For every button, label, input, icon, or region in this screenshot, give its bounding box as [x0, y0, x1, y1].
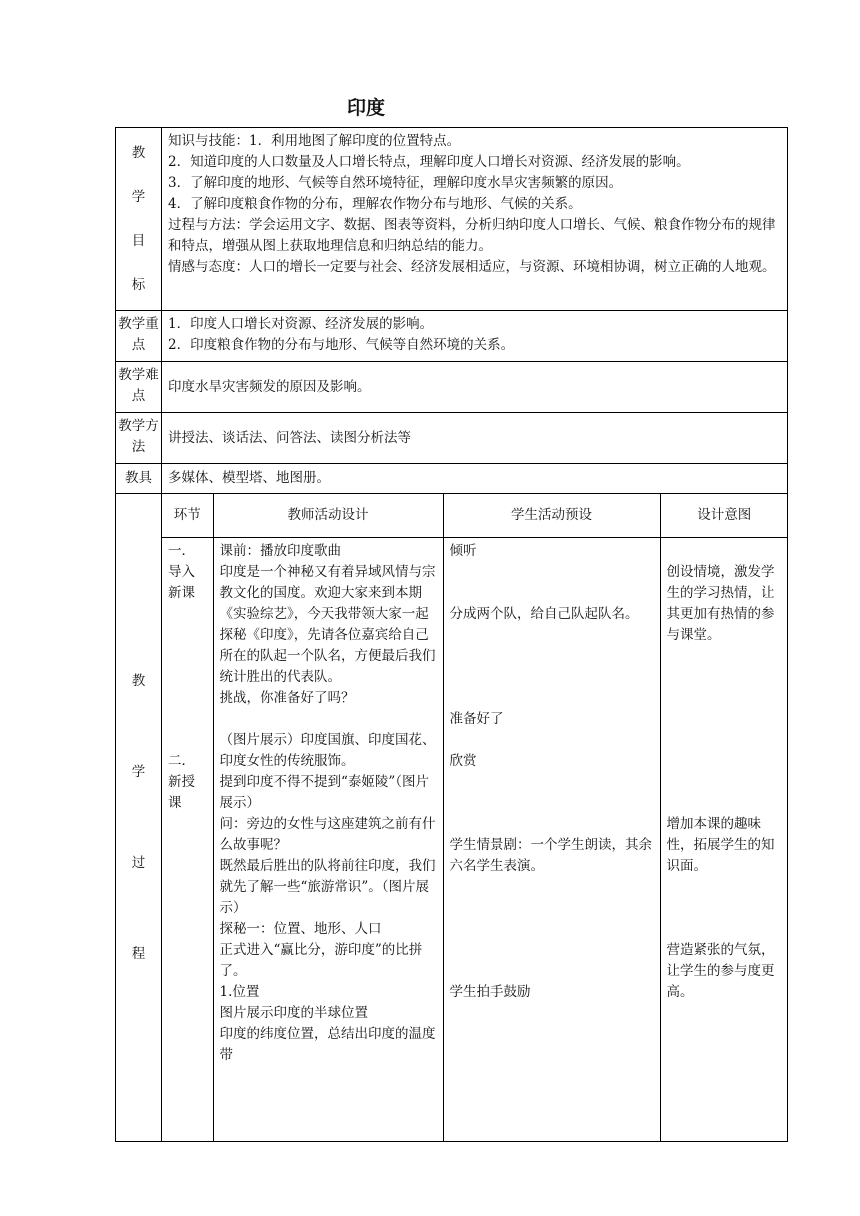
stage-intro: 一．导入新课 [168, 542, 195, 601]
header-teacher: 教师活动设计 [213, 494, 443, 537]
objectives-row [116, 128, 788, 311]
process-label-char: 教 [131, 672, 146, 689]
difficulties-content: 印度水旱灾害频发的原因及影响。 [162, 362, 788, 413]
intent-text: 增加本课的趣味性，拓展学生的知识面。 [666, 815, 775, 874]
teacher-text: 问：旁边的女性与这座建筑之前有什么故事呢？ [219, 815, 436, 853]
process-body-row [162, 537, 788, 1141]
key-points-content [162, 311, 788, 362]
student-text: 学生情景剧：一个学生朗读，其余六名学生表演。 [449, 836, 652, 874]
objective-line: 2．知道印度的人口数量及人口增长特点，理解印度人口增长对资源、经济发展的影响。 [168, 154, 690, 170]
student-column [443, 537, 660, 1141]
tools-label: 教具 [116, 464, 162, 494]
objectives-content [162, 128, 788, 311]
tools-row [116, 464, 788, 494]
process-label-char: 程 [131, 945, 146, 962]
key-point-line: 2．印度粮食作物的分布与地形、气候等自然环境的关系。 [168, 337, 515, 353]
process-header-row [162, 494, 788, 537]
student-text: 准备好了 [449, 710, 504, 727]
stage-column [162, 537, 213, 1141]
objective-line: 3．了解印度的地形、气候等自然环境特征，理解印度水旱灾害频繁的原因。 [168, 175, 623, 191]
methods-row [116, 413, 788, 464]
teacher-text: 探秘一：位置、地形、人口 [219, 920, 382, 937]
intent-text: 营造紧张的气氛，让学生的参与度更高。 [666, 941, 775, 1000]
header-student: 学生活动预设 [443, 494, 660, 537]
student-text: 学生拍手鼓励 [449, 983, 531, 1000]
document-title: 印度 [346, 97, 385, 119]
intent-column [660, 537, 788, 1141]
key-points-row [116, 311, 788, 362]
objective-line: 知识与技能：1．利用地图了解印度的位置特点。 [168, 133, 461, 149]
process-row [116, 494, 788, 1142]
objective-line: 4．了解印度粮食作物的分布，理解农作物分布与地形、气候的关系。 [168, 196, 582, 212]
header-stage: 环节 [162, 494, 213, 537]
teacher-text: 1.位置 [219, 983, 260, 1000]
process-label-char: 过 [131, 854, 146, 871]
tools-content: 多媒体、模型塔、地图册。 [162, 464, 788, 494]
objectives-label-char: 教 [131, 144, 146, 161]
objectives-label-char: 标 [131, 276, 146, 293]
objectives-label-char: 学 [131, 188, 146, 205]
teacher-text: 提到印度不得不提到“泰姬陵”（图片展示） [219, 773, 430, 811]
methods-label: 教学方法 [116, 413, 162, 464]
teacher-text: 正式进入“赢比分，游印度”的比拼了。 [219, 941, 423, 979]
teacher-text: 课前：播放印度歌曲 [219, 542, 341, 559]
stage-new-lesson: 二．新授课 [168, 752, 195, 811]
teacher-column [213, 537, 443, 1141]
objective-line: 过程与方法：学会运用文字、数据、图表等资料，分析归纳印度人口增长、气候、粮食作物分布的规律和特点，增强从图上获取地理信息和归纳总结的能力。 [168, 217, 776, 254]
teacher-text: 印度的纬度位置，总结出印度的温度带 [219, 1025, 436, 1063]
difficulties-label: 教学难点 [116, 362, 162, 413]
objective-line: 情感与态度：人口的增长一定要与社会、经济发展相适应，与资源、环境相协调，树立正确的人地观。 [168, 259, 776, 275]
objectives-label-char: 目 [131, 232, 146, 249]
intent-text: 创设情境，激发学生的学习热情，让其更加有热情的参与课堂。 [666, 563, 775, 643]
difficulties-row [116, 362, 788, 413]
methods-content: 讲授法、谈话法、问答法、读图分析法等 [162, 413, 788, 464]
teacher-text: 图片展示印度的半球位置 [219, 1004, 368, 1021]
teacher-text: 挑战，你准备好了吗？ [219, 689, 355, 706]
student-text: 欣赏 [449, 752, 477, 769]
teacher-text: 既然最后胜出的队将前往印度，我们就先了解一些“旅游常识”。（图片展示） [219, 857, 436, 916]
lesson-plan-table [115, 127, 788, 1142]
student-text: 倾听 [449, 542, 477, 559]
objectives-label [116, 128, 162, 311]
key-points-label: 教学重点 [116, 311, 162, 362]
header-intent: 设计意图 [660, 494, 788, 537]
key-point-line: 1．印度人口增长对资源、经济发展的影响。 [168, 316, 434, 332]
student-text: 分成两个队，给自己队起队名。 [449, 605, 639, 622]
process-label [116, 494, 162, 1142]
teacher-text: （图片展示）印度国旗、印度国花、印度女性的传统服饰。 [219, 731, 436, 769]
process-content [162, 494, 788, 1142]
process-label-char: 学 [131, 763, 146, 780]
teacher-text: 印度是一个神秘又有着异域风情与宗教文化的国度。欢迎大家来到本期《实验综艺》，今天我带领大家一起探秘《印度》，先请各位嘉宾给自己所在的队起一个队名，方便最后我们统计胜出的代表队。 [219, 563, 436, 685]
process-table [162, 494, 788, 1141]
